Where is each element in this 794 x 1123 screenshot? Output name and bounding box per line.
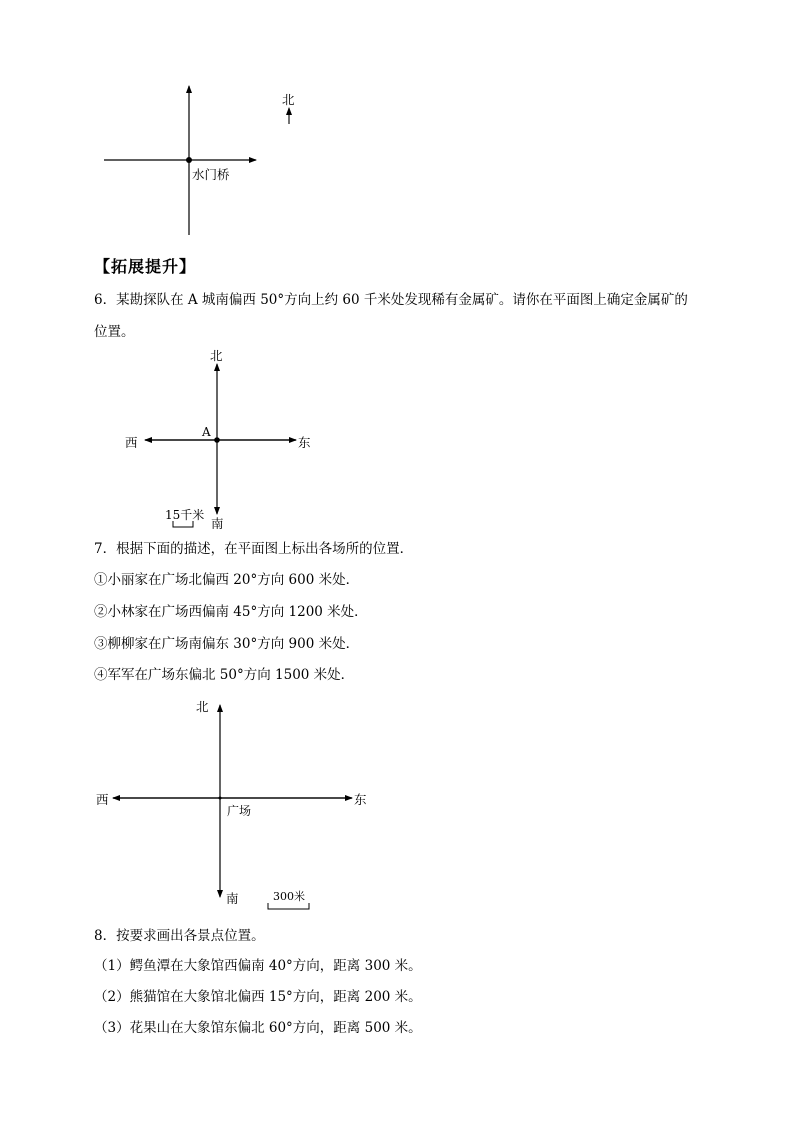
plaza-label: 广场 — [227, 804, 252, 818]
west-label: 西 — [96, 792, 109, 807]
q8-title: 8．按要求画出各景点位置。 — [94, 928, 265, 944]
point-a-label: A — [202, 425, 211, 439]
q6-line1: 6．某勘探队在 A 城南偏西 50°方向上约 60 千米处发现稀有金属矿。请你在平面图上确定金属矿的 — [94, 292, 688, 308]
west-label: 西 — [125, 435, 138, 450]
q7-item-2: ②小林家在广场西偏南 45°方向 1200 米处． — [94, 604, 368, 620]
plaza-point — [219, 797, 222, 800]
q7-item-4: ④军军在广场东偏北 50°方向 1500 米处． — [94, 667, 355, 683]
north-label: 北 — [210, 348, 223, 363]
q7-item-1: ①小丽家在广场北偏西 20°方向 600 米处． — [94, 572, 360, 588]
north-label: 北 — [282, 92, 295, 107]
section-heading: 【拓展提升】 — [94, 257, 197, 276]
east-label: 东 — [298, 435, 311, 450]
q7-title: 7．根据下面的描述，在平面图上标出各场所的位置． — [94, 541, 414, 557]
q7-item-3: ③柳柳家在广场南偏东 30°方向 900 米处． — [94, 636, 360, 652]
q8-item-3: （3）花果山在大象馆东偏北 60°方向，距离 500 米。 — [94, 1020, 422, 1036]
q8-item-1: （1）鳄鱼潭在大象馆西偏南 40°方向，距离 300 米。 — [94, 958, 422, 974]
south-label: 南 — [211, 516, 224, 531]
scale-label: 300米 — [273, 890, 305, 903]
q6-line2: 位置。 — [94, 324, 135, 340]
center-label: 水门桥 — [192, 167, 230, 182]
east-label: 东 — [354, 792, 367, 807]
north-label: 北 — [196, 699, 209, 714]
scale-label: 15千米 — [165, 508, 205, 522]
q8-item-2: （2）熊猫馆在大象馆北偏西 15°方向，距离 200 米。 — [94, 989, 422, 1005]
south-label: 南 — [226, 891, 239, 906]
